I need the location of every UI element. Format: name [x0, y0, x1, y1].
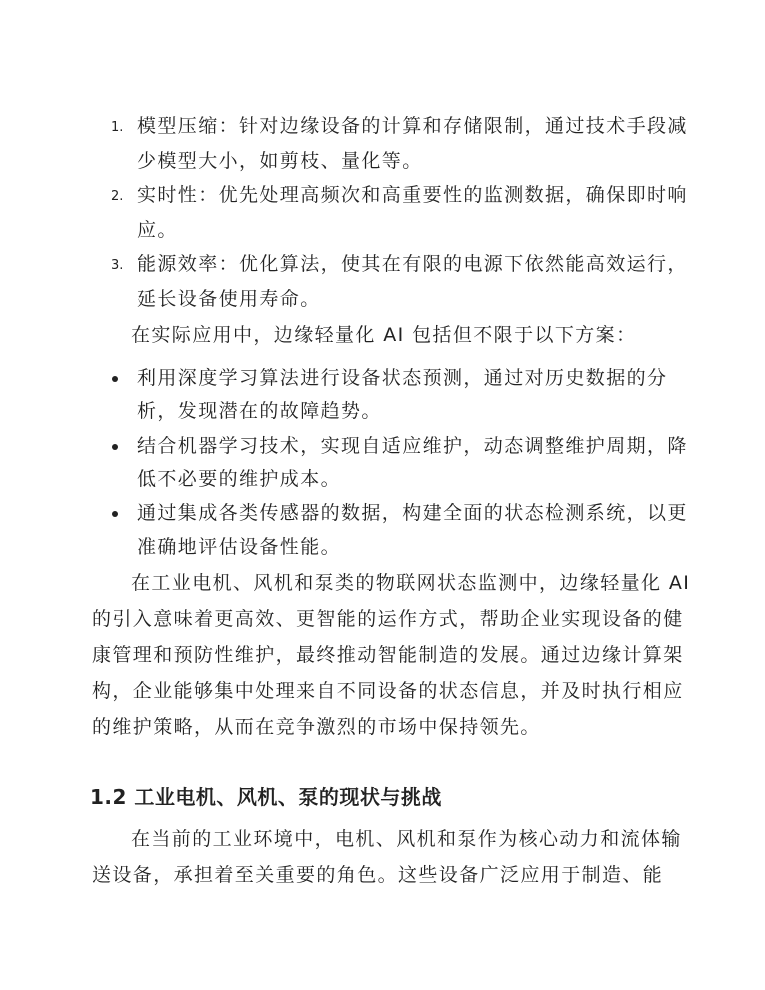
list-item-text-line: 能源效率：优化算法，使其在有限的电源下依然能高效运行，	[137, 253, 688, 275]
paragraph-line: 在当前的工业环境中，电机、风机和泵作为核心动力和流体输	[131, 828, 682, 850]
list-number: 2.	[111, 189, 124, 204]
list-item-text-line: 通过集成各类传感器的数据，构建全面的状态检测系统，以更	[137, 502, 688, 524]
list-item-text-line: 模型压缩：针对边缘设备的计算和存储限制，通过技术手段减	[137, 115, 688, 137]
list-item-text-line: 实时性：优先处理高频次和高重要性的监测数据，确保即时响	[137, 184, 688, 206]
list-item-text-line: 析，发现潜在的故障趋势。	[137, 400, 382, 422]
paragraph-line: 构，企业能够集中处理来自不同设备的状态信息，并及时执行相应	[92, 680, 684, 702]
list-number: 1.	[111, 120, 124, 135]
paragraph-line: 康管理和预防性维护，最终推动智能制造的发展。通过边缘计算架	[92, 644, 684, 666]
paragraph-line: 在工业电机、风机和泵类的物联网状态监测中，边缘轻量化 AI	[131, 572, 691, 594]
paragraph-line: 的维护策略，从而在竞争激烈的市场中保持领先。	[92, 716, 541, 738]
list-item-text-line: 少模型大小，如剪枝、量化等。	[137, 150, 423, 172]
list-item-text-line: 延长设备使用寿命。	[137, 288, 321, 310]
section-heading: 1.2 工业电机、风机、泵的现状与挑战	[90, 785, 442, 809]
list-item-text-line: 应。	[137, 219, 178, 241]
list-item-text-line: 结合机器学习技术，实现自适应维护，动态调整维护周期，降	[137, 435, 688, 457]
intro-paragraph: 在实际应用中，边缘轻量化 AI 包括但不限于以下方案：	[131, 324, 637, 346]
list-item-text-line: 利用深度学习算法进行设备状态预测，通过对历史数据的分	[137, 367, 668, 389]
bullet-marker	[112, 511, 118, 517]
bullet-marker	[112, 376, 118, 382]
paragraph-line: 送设备，承担着至关重要的角色。这些设备广泛应用于制造、能	[92, 864, 664, 886]
bullet-marker	[112, 444, 118, 450]
list-item-text-line: 低不必要的维护成本。	[137, 468, 342, 490]
list-item-text-line: 准确地评估设备性能。	[137, 536, 342, 558]
list-number: 3.	[111, 258, 124, 273]
paragraph-line: 的引入意味着更高效、更智能的运作方式，帮助企业实现设备的健	[92, 608, 684, 630]
